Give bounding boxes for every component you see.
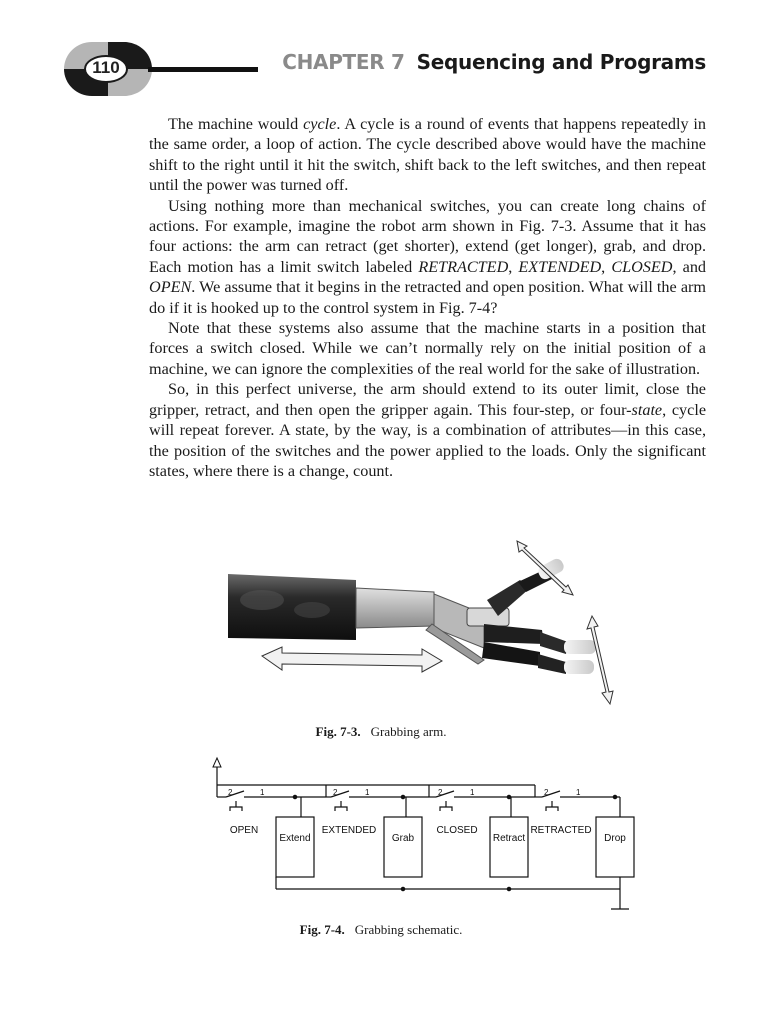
page-number: 110 — [92, 58, 120, 77]
figure-7-4-caption — [0, 922, 762, 938]
chapter-title: Sequencing and Programs — [416, 50, 706, 74]
chapter-heading — [282, 50, 706, 74]
text-run: , — [508, 257, 519, 276]
paragraph — [149, 114, 706, 196]
pin-label-2: 2 — [544, 788, 549, 797]
switch-label-open: OPEN — [229, 825, 259, 836]
paragraph — [149, 196, 706, 318]
text-run: , cycle will repeat forever. A state, by the way, is a combination of attributes—in this case, the position of the switches and the power applied to the loads. Only the significant states, where there is a change, count. — [149, 400, 707, 480]
page-header — [0, 0, 762, 110]
italic-term: EXTENDED — [518, 257, 602, 276]
text-run: , and — [672, 257, 707, 276]
text-run: Using nothing more than mechanical switches, you can create long chains of actions. For example, imagine the robot arm shown in Fig. 7-3. Assume that it has four actions: the arm can retract (get shorter), extend (get longer), grab, and drop. Each motion has a limit switch labeled — [149, 196, 706, 276]
text-run: . A cycle is a round of events that happens repeatedly in the same order, a loop of action. The cycle described above would have the machine shift to the right until it hit the switch, shift back to the left switches, and then repeat until the power was turned off. — [149, 115, 707, 195]
pin-label-1: 1 — [470, 788, 475, 797]
load-label-extend: Extend — [279, 833, 311, 844]
switch-label-retracted: RETRACTED — [530, 825, 592, 836]
italic-term: cycle — [303, 115, 337, 133]
text-run: So, in this perfect universe, the arm should extend to its outer limit, close the gripper, retract, and then open the gripper again. This four-step, or four- — [149, 380, 706, 419]
load-label-grab: Grab — [391, 833, 415, 844]
figure-7-3-label: Fig. 7-3. — [315, 724, 361, 739]
grabbing-schematic-figure — [200, 755, 640, 915]
load-label-drop: Drop — [604, 833, 626, 844]
italic-term: state — [631, 400, 663, 419]
header-rule — [148, 67, 258, 72]
figure-7-3-title: Grabbing arm. — [370, 724, 447, 739]
pin-label-1: 1 — [260, 788, 265, 797]
grabbing-arm-figure — [222, 538, 642, 710]
pin-label-2: 2 — [438, 788, 443, 797]
pin-label-2: 2 — [333, 788, 338, 797]
text-run: . We assume that it begins in the retracted and open position. What will the arm do if it is hooked up to the control system in Fig. 7-4? — [149, 278, 706, 317]
italic-term: CLOSED — [611, 257, 673, 276]
pin-label-1: 1 — [576, 788, 581, 797]
text-run: The machine would — [168, 115, 304, 133]
switch-label-closed: CLOSED — [436, 825, 478, 836]
pin-label-2: 2 — [228, 788, 233, 797]
load-label-retract: Retract — [492, 833, 526, 844]
switch-label-extended: EXTENDED — [321, 825, 377, 836]
pin-label-1: 1 — [365, 788, 370, 797]
italic-term: OPEN — [149, 278, 192, 297]
italic-term: RETRACTED — [418, 257, 509, 276]
text-run: , — [601, 257, 612, 276]
body-text — [149, 114, 706, 481]
paragraph — [149, 379, 706, 481]
chapter-label: CHAPTER 7 — [282, 50, 405, 74]
paragraph — [149, 318, 706, 379]
figure-7-4-title: Grabbing schematic. — [354, 922, 463, 937]
figure-7-3-caption — [0, 724, 762, 740]
figure-7-4-label: Fig. 7-4. — [299, 922, 345, 937]
text-run: Note that these systems also assume that the machine starts in a position that forces a switch closed. While we can’t normally rely on the initial position of a machine, we can ignore the complexities of the real world for the sake of illustration. — [149, 319, 706, 378]
